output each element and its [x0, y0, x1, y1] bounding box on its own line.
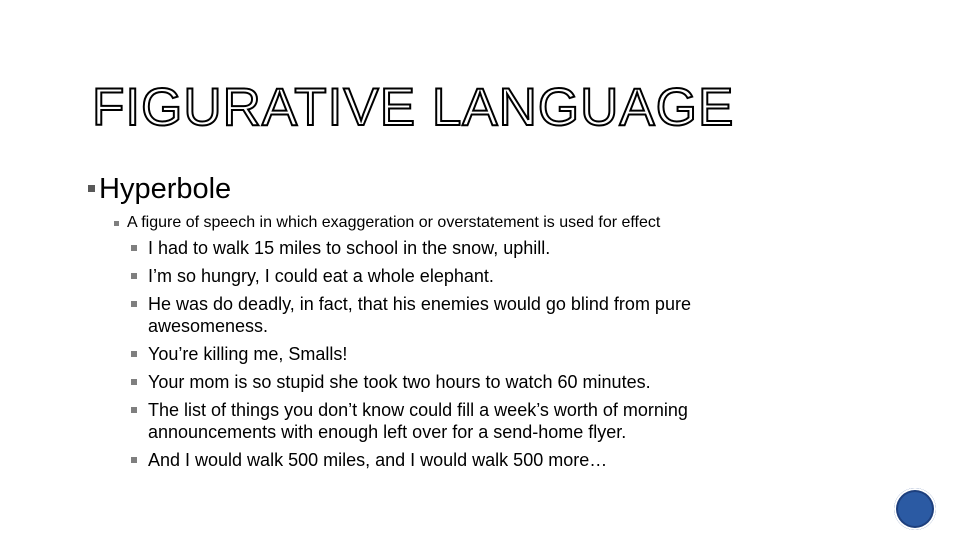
square-bullet-icon: [131, 407, 137, 413]
example-item: [131, 343, 781, 365]
square-bullet-icon: [131, 457, 137, 463]
square-bullet-icon: [131, 379, 137, 385]
bullet-level1: [88, 171, 231, 207]
square-bullet-icon: [131, 301, 137, 307]
example-item: [131, 237, 781, 259]
example-text: Your mom is so stupid she took two hours to watch 60 minutes.: [148, 372, 651, 392]
example-item: [131, 399, 781, 443]
slide-title: FIGURATIVE LANGUAGE: [92, 78, 735, 137]
example-item: [131, 371, 781, 393]
example-text: I’m so hungry, I could eat a whole elephant.: [148, 266, 494, 286]
example-item: [131, 265, 781, 287]
example-text: I had to walk 15 miles to school in the snow, uphill.: [148, 238, 551, 258]
example-text: He was do deadly, in fact, that his enemies would go blind from pure awesomeness.: [148, 294, 691, 336]
bullet-level2-text: A figure of speech in which exaggeration or overstatement is used for effect: [127, 214, 661, 231]
example-text: The list of things you don’t know could fill a week’s worth of morning announcements with enough left over for a send-home flyer.: [148, 400, 688, 442]
square-bullet-icon: [131, 273, 137, 279]
square-bullet-icon: [131, 351, 137, 357]
square-bullet-icon: [88, 185, 95, 192]
example-item: [131, 449, 781, 471]
bullet-level1-text: Hyperbole: [99, 173, 232, 205]
square-bullet-icon: [114, 221, 119, 226]
example-item: [131, 293, 781, 337]
square-bullet-icon: [131, 245, 137, 251]
bullet-level2: [114, 213, 660, 233]
example-list: [131, 237, 781, 477]
example-text: You’re killing me, Smalls!: [148, 344, 348, 364]
circle-badge-icon: [894, 488, 936, 530]
example-text: And I would walk 500 miles, and I would walk 500 more…: [148, 450, 608, 470]
